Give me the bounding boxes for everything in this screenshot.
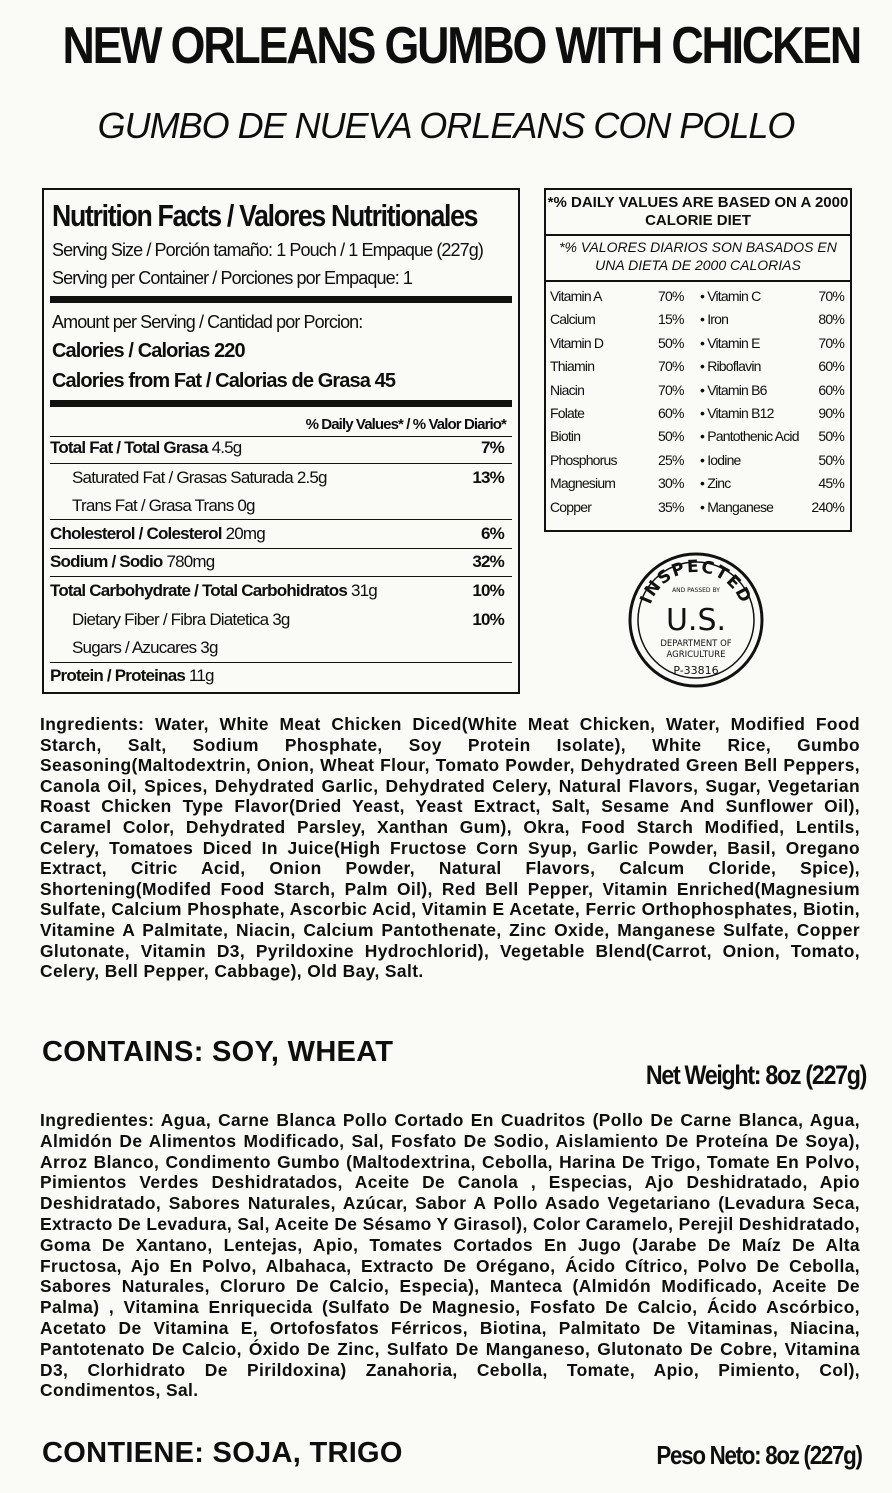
- divider-thin: [50, 519, 512, 520]
- nutrition-facts-title: Nutrition Facts / Valores Nutritionales: [52, 198, 478, 233]
- nutrient-amount: 31g: [350, 581, 377, 600]
- vitamin-name: • Zinc: [700, 475, 731, 492]
- vitamin-percent: 90%: [818, 405, 844, 421]
- vitamin-percent: 70%: [818, 334, 844, 351]
- calories-from-fat: Calories from Fat / Calorias de Grasa 45: [52, 370, 396, 392]
- divider: [546, 280, 850, 282]
- net-weight-es: Peso Neto: 8oz (227g): [656, 1440, 862, 1470]
- daily-values-box: [544, 188, 852, 532]
- vitamin-name: • Riboflavin: [700, 358, 761, 375]
- svg-text:INSPECTED: [636, 557, 755, 607]
- nutrient-row-sodium: [50, 550, 504, 576]
- nutrient-percent: 7%: [481, 438, 504, 457]
- nutrient-label: Sodium / Sodio: [50, 552, 163, 571]
- allergen-statement-en: CONTAINS: SOY, WHEAT: [42, 1036, 394, 1068]
- nutrient-label: Sugars / Azucares: [72, 638, 197, 657]
- nutrient-percent: 6%: [481, 524, 504, 543]
- vitamin-name: Magnesium: [550, 475, 616, 492]
- net-weight-en: Net Weight: 8oz (227g): [645, 1060, 866, 1090]
- nutrition-facts-panel: [42, 188, 520, 694]
- vitamin-percent: 50%: [658, 334, 684, 351]
- vitamin-percent: 25%: [658, 451, 684, 468]
- vitamin-percent: 45%: [818, 475, 844, 492]
- vitamin-percent: 50%: [658, 428, 684, 445]
- usda-inspection-seal: [620, 548, 772, 688]
- vitamin-row: [550, 403, 844, 426]
- nutrient-amount: 780mg: [166, 552, 215, 571]
- vitamin-name: • Vitamin B6: [700, 381, 767, 398]
- vitamin-name: Calcium: [550, 311, 595, 328]
- ingredients-label: Ingredientes:: [40, 1110, 155, 1130]
- vitamin-row: [550, 473, 844, 496]
- vitamin-name: Vitamin D: [550, 334, 604, 351]
- product-title-en: NEW ORLEANS GUMBO WITH CHICKEN: [62, 17, 861, 75]
- nutrient-label: Total Fat / Total Grasa: [50, 438, 208, 457]
- nutrient-label: Dietary Fiber / Fibra Diatetica: [72, 610, 269, 629]
- vitamin-name: Vitamin A: [550, 288, 602, 304]
- nutrient-amount: 11g: [188, 666, 214, 685]
- seal-establishment-number: P-33816: [673, 664, 719, 677]
- vitamin-percent: 70%: [818, 288, 844, 304]
- vitamin-percent: 240%: [811, 498, 844, 515]
- nutrient-row-cholesterol: [50, 522, 504, 548]
- seal-agriculture-text: AGRICULTURE: [666, 650, 726, 660]
- nutrient-amount: 3g: [272, 610, 290, 629]
- nutrient-label: Trans Fat / Grasa Trans: [72, 496, 234, 515]
- servings-per-container: Serving per Container / Porciones por Empaque: 1: [52, 268, 413, 288]
- seal-us-text: U.S.: [665, 603, 727, 638]
- seal-passed-text: AND PASSED BY: [672, 587, 720, 594]
- nutrient-row-saturated-fat: [50, 466, 504, 492]
- nutrient-amount: 3g: [200, 638, 218, 657]
- daily-values-note-en: *% DAILY VALUES ARE BASED ON A 2000 CALORIE DIET: [547, 194, 849, 229]
- vitamin-percent: 60%: [658, 405, 684, 421]
- nutrient-row-trans-fat: [50, 494, 504, 520]
- nutrient-amount: 20mg: [225, 524, 265, 543]
- vitamin-percent: 60%: [818, 381, 844, 398]
- nutrient-percent: 10%: [472, 581, 504, 600]
- seal-dept-text: DEPARTMENT OF: [660, 639, 732, 649]
- divider-thin: [50, 576, 512, 577]
- vitamin-name: • Vitamin B12: [700, 405, 774, 421]
- vitamin-name: • Iodine: [700, 451, 741, 468]
- nutrient-percent: 32%: [472, 552, 504, 571]
- daily-values-note-es: *% VALORES DIARIOS SON BASADOS EN UNA DIETA DE 2000 CALORIAS: [559, 239, 837, 273]
- vitamin-name: • Vitamin E: [700, 334, 760, 351]
- divider: [546, 234, 850, 236]
- vitamin-name: Phosphorus: [550, 451, 617, 468]
- nutrient-row-total-fat: [50, 436, 504, 462]
- nutrient-percent: 13%: [472, 468, 504, 487]
- product-title-es: GUMBO DE NUEVA ORLEANS CON POLLO: [97, 105, 795, 146]
- nutrient-row-protein: [50, 664, 504, 690]
- vitamin-row: [550, 309, 844, 332]
- vitamin-row: [550, 497, 844, 520]
- ingredients-en: [40, 714, 860, 982]
- vitamin-percent: 70%: [658, 288, 684, 304]
- vitamin-percent: 70%: [658, 381, 684, 398]
- nutrient-row-dietary-fiber: [50, 608, 504, 634]
- allergen-statement-es: CONTIENE: SOJA, TRIGO: [42, 1437, 403, 1469]
- vitamin-percent: 80%: [818, 311, 844, 328]
- vitamin-row: [550, 426, 844, 449]
- daily-values-header: % Daily Values* / % Valor Diario*: [305, 416, 506, 433]
- ingredients-text: Agua, Carne Blanca Pollo Cortado En Cuadritos (Pollo De Carne Blanca, Agua, Almidón De Alimentos Modificado, Sal, Fosfato De Sodio, Aislamiento De Proteína De Soya), Arroz Blanco, Condimento Gumbo (Maltodextrina, Cebolla, Harina De Trigo, Tomate En Polvo, Pimientos Verdes Deshidratados, Aceite De Canola , Especias, Ajo Deshidratado, Apio Deshidratado, Sabores Naturales, Azúcar, Sabor A Pollo Asado Vegetariano (Levadura Seca, Extracto De Levadura, Sal, Aceite De Sésamo Y Girasol), Color Caramelo, Perejil Deshidratado, Goma De Xantano, Lentejas, Apio, Tomates Cortados En Jugo (Jarabe De Maíz De Alta Fructosa, Ajo En Polvo, Albahaca, Extracto De Orégano, Ácido Cítrico, Polvo De Cebolla, Sabores Naturales, Cloruro De Calcio, Especia), Manteca (Almidón Modificado, Aceite De Palma) , Vitamina Enriquecida (Sulfato De Magnesio, Fosfato De Calcio, Ácido Ascórbico, Acetato De Vitamina E, Ortofosfatos Férricos, Biotina, Palmitato De Vitaminas, Niacina, Pantotenato De Calcio, Óxido De Zinc, Sulfato De Manganeso, Glutonato De Cobre, Vitamina D3, Clorhidrato De Pirildoxina) Zanahoria, Cebolla, Tomate, Apio, Pimiento, Col), Condimentos, Sal.: [40, 1110, 860, 1401]
- vitamin-name: Niacin: [550, 381, 585, 398]
- vitamin-name: • Iron: [700, 311, 729, 328]
- vitamin-row: [550, 380, 844, 403]
- nutrient-amount: 2.5g: [296, 468, 327, 487]
- vitamin-row: [550, 333, 844, 356]
- vitamin-name: Thiamin: [550, 358, 595, 375]
- vitamin-percent: 30%: [658, 475, 684, 492]
- nutrient-percent: 10%: [472, 610, 504, 629]
- vitamin-name: Folate: [550, 405, 585, 421]
- nutrient-amount: 4.5g: [211, 438, 242, 457]
- calories: Calories / Calorias 220: [52, 340, 245, 362]
- vitamin-percent: 70%: [658, 358, 684, 375]
- divider-thin: [50, 662, 512, 663]
- vitamin-percent: 50%: [818, 428, 844, 445]
- nutrient-label: Saturated Fat / Grasas Saturada: [72, 468, 293, 487]
- nutrient-label: Total Carbohydrate / Total Carbohidratos: [50, 581, 348, 600]
- vitamin-row: [550, 286, 844, 309]
- nutrient-amount: 0g: [237, 496, 255, 515]
- serving-size: Serving Size / Porción tamaño: 1 Pouch / 1 Empaque (227g): [52, 240, 483, 260]
- ingredients-es: [40, 1110, 860, 1401]
- vitamin-name: Biotin: [550, 428, 581, 445]
- nutrient-label: Protein / Proteinas: [50, 666, 186, 685]
- vitamin-percent: 50%: [818, 451, 844, 468]
- ingredients-label: Ingredients:: [40, 714, 145, 734]
- vitamin-percent: 35%: [658, 498, 684, 515]
- vitamin-row: [550, 450, 844, 473]
- amount-per-serving: Amount per Serving / Cantidad por Porcion:: [52, 312, 363, 332]
- vitamin-row: [550, 356, 844, 379]
- vitamin-name: • Vitamin C: [700, 288, 761, 304]
- vitamin-name: • Manganese: [700, 498, 774, 515]
- nutrient-label: Cholesterol / Colesterol: [50, 524, 222, 543]
- divider-thin: [50, 548, 512, 549]
- vitamin-percent: 60%: [818, 358, 844, 375]
- vitamin-name: Copper: [550, 498, 592, 515]
- divider-thin: [50, 463, 512, 464]
- seal-graphic: [620, 548, 772, 688]
- nutrient-row-total-carbohydrate: [50, 579, 504, 605]
- vitamin-name: • Pantothenic Acid: [700, 428, 799, 445]
- seal-inspected-text: INSPECTED: [636, 556, 756, 608]
- divider-thick: [50, 296, 512, 303]
- divider-thick: [50, 400, 512, 407]
- vitamin-percent: 15%: [658, 311, 684, 328]
- nutrient-row-sugars: [50, 636, 504, 662]
- ingredients-text: Water, White Meat Chicken Diced(White Meat Chicken, Water, Modified Food Starch, Salt, Sodium Phosphate, Soy Protein Isolate), White Rice, Gumbo Seasoning(Maltodextrin, Onion, Wheat Flour, Tomato Powder, Dehydrated Green Bell Peppers, Canola Oil, Spices, Dehydrated Garlic, Dehydrated Celery, Natural Flavors, Sugar, Vegetarian Roast Chicken Type Flavor(Dried Yeast, Yeast Extract, Salt, Sesame And Sunflower Oil), Caramel Color, Dehydrated Parsley, Xanthan Gum), Okra, Food Starch Modified, Lentils, Celery, Tomatoes Diced In Juice(High Fructose Corn Syup, Garlic Powder, Basil, Oregano Extract, Citric Acid, Onion Powder, Natural Flavors, Calcum Cloride, Spice), Shortening(Modifed Food Starch, Palm Oil), Red Bell Pepper, Vitamin Enriched(Magnesium Sulfate, Calcium Phosphate, Ascorbic Acid, Vitamin E Acetate, Ferric Orthophosphates, Biotin, Vitamine A Palmitate, Niacin, Calcium Pantothenate, Zinc Oxide, Manganese Sulfate, Copper Glutonate, Vitamin D3, Pyrildoxine Hydrochlorid), Vegetable Blend(Carrot, Onion, Tomato, Celery, Bell Pepper, Cabbage), Old Bay, Salt.: [40, 714, 860, 982]
